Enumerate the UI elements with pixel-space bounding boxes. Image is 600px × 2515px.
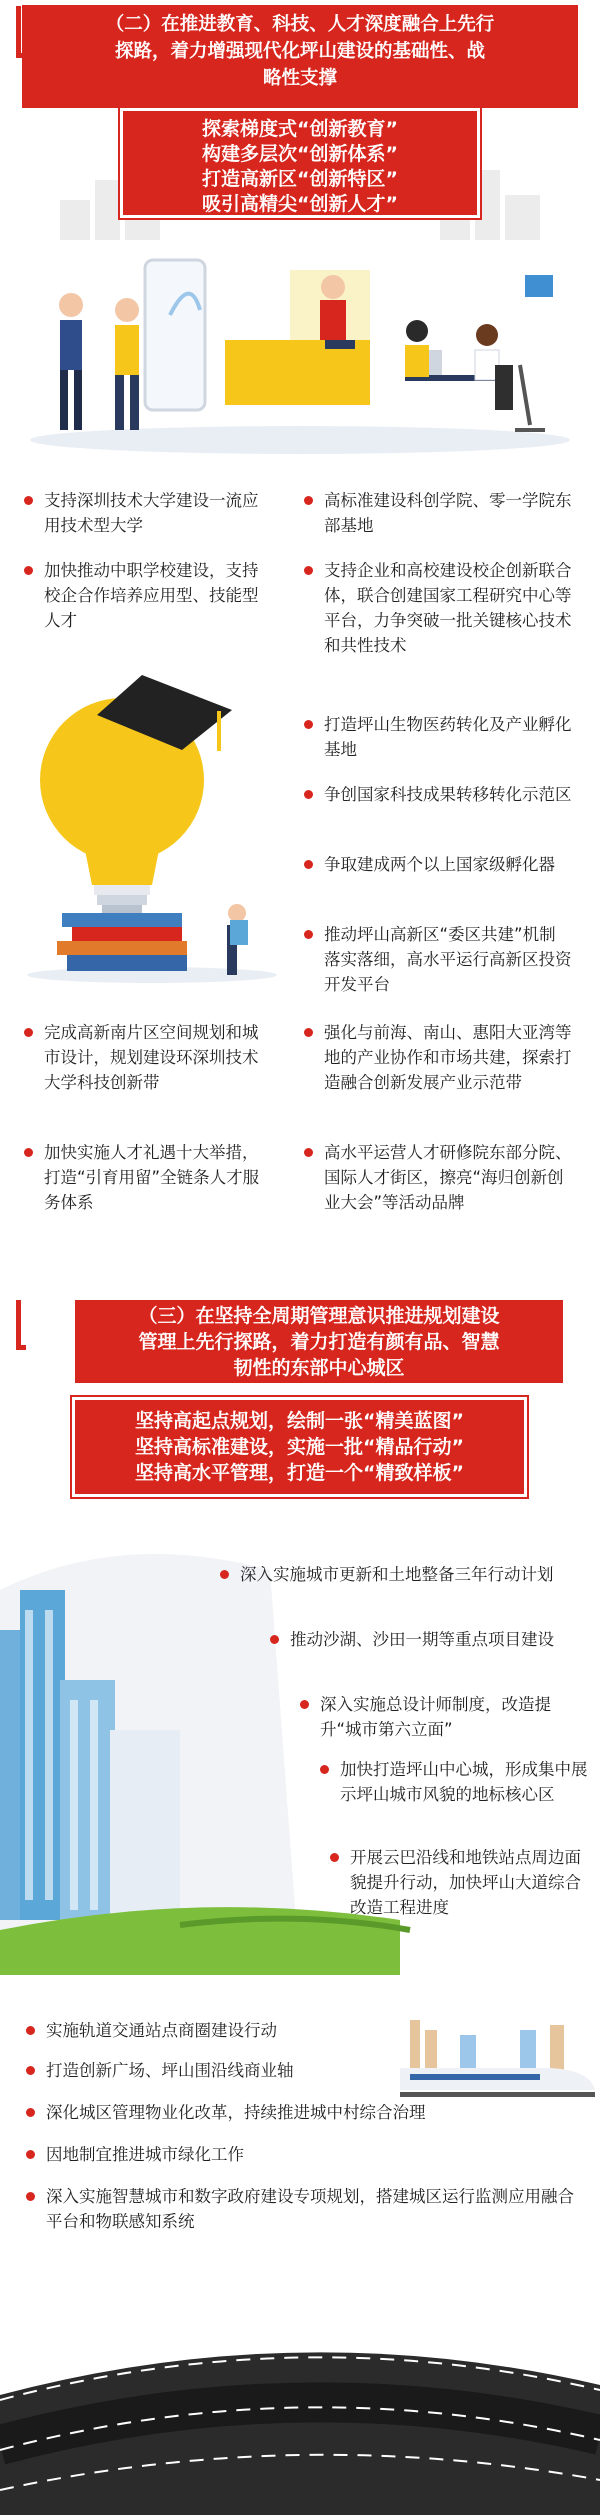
bullet-item: 高水平运营人才研修院东部分院、国际人才街区，擦亮“海归创新创业大会”等活动品牌 <box>302 1140 572 1215</box>
section3-header-line: 管理上先行探路，着力打造有颜有品、智慧 <box>138 1331 500 1353</box>
section3-slogan-box <box>72 1397 527 1497</box>
bullet-item: 支持企业和高校建设校企创新联合体，联合创建国家工程研究中心等平台，力争突破一批关键核心技术和共性技术 <box>302 558 572 658</box>
slogan-line: 吸引高精尖“创新人才” <box>202 193 398 215</box>
books-stack-illustration <box>57 913 187 971</box>
section3-header-line: （三）在坚持全周期管理意识推进规划建设 <box>138 1305 500 1327</box>
bullet-item: 打造坪山生物医药转化及产业孵化基地 <box>302 712 572 762</box>
section3-header <box>75 1300 563 1383</box>
bullet-item: 争创国家科技成果转移转化示范区 <box>302 782 572 807</box>
bullet-item: 强化与前海、南山、惠阳大亚湾等地的产业协作和市场共建，探索打造融合创新发展产业示范带 <box>302 1020 572 1095</box>
bullet-item: 深化城区管理物业化改革，持续推进城中村综合治理 <box>24 2100 584 2125</box>
bullet-item: 实施轨道交通站点商圈建设行动 <box>24 2018 404 2043</box>
bullet-item: 加快打造坪山中心城，形成集中展示坪山城市风貌的地标核心区 <box>318 1757 588 1807</box>
section2-header <box>22 5 578 108</box>
bullet-item: 加快实施人才礼遇十大举措，打造“引育用留”全链条人才服务体系 <box>22 1140 272 1215</box>
slogan-line: 坚持高标准建设，实施一批“精品行动” <box>135 1436 464 1458</box>
bullet-item: 争取建成两个以上国家级孵化器 <box>302 852 572 877</box>
bullet-item: 深入实施智慧城市和数字政府建设专项规划，搭建城区运行监测应用融合平台和物联感知系统 <box>24 2184 584 2234</box>
bullet-item: 加快推动中职学校建设，支持校企合作培养应用型、技能型人才 <box>22 558 272 633</box>
section2-slogan-box <box>120 108 480 218</box>
bullet-item: 完成高新南片区空间规划和城市设计，规划建设环深圳技术大学科技创新带 <box>22 1020 272 1095</box>
bullet-item: 开展云巴沿线和地铁站点周边面貌提升行动，加快坪山大道综合改造工程进度 <box>328 1845 588 1920</box>
lightbulb-graduation-cap-illustration <box>22 655 282 985</box>
bullet-item: 推动沙湖、沙田一期等重点项目建设 <box>268 1627 588 1652</box>
bullet-item: 深入实施总设计师制度，改造提升“城市第六立面” <box>298 1692 588 1742</box>
section2-header-line: 探路，着力增强现代化坪山建设的基础性、战 <box>114 41 485 62</box>
bullet-item: 打造创新广场、坪山围沿线商业轴 <box>24 2058 404 2083</box>
header-bracket <box>16 1300 26 1350</box>
slogan-line: 构建多层次“创新体系” <box>202 143 398 165</box>
high-speed-train-illustration <box>400 2000 595 2100</box>
bullet-item: 深入实施城市更新和土地整备三年行动计划 <box>218 1562 588 1587</box>
bullet-item: 高标准建设科创学院、零一学院东部基地 <box>302 488 572 538</box>
slogan-line: 坚持高起点规划，绘制一张“精美蓝图” <box>135 1410 464 1432</box>
bullet-item: 推动坪山高新区“委区共建”机制落实落细，高水平运行高新区投资开发平台 <box>302 922 572 997</box>
slogan-line: 打造高新区“创新特区” <box>202 168 398 190</box>
office-team-illustration <box>20 245 580 455</box>
slogan-line: 坚持高水平管理，打造一个“精致样板” <box>135 1462 464 1484</box>
highway-roads-illustration <box>0 2275 600 2515</box>
bullet-item: 因地制宜推进城市绿化工作 <box>24 2142 584 2167</box>
section2-header-line: 略性支撑 <box>262 68 337 89</box>
section2-header-line: （二）在推进教育、科技、人才深度融合上先行 <box>105 14 495 35</box>
slogan-line: 探索梯度式“创新教育” <box>202 118 398 140</box>
bullet-item: 支持深圳技术大学建设一流应用技术型大学 <box>22 488 272 538</box>
section3-header-line: 韧性的东部中心城区 <box>233 1357 405 1379</box>
